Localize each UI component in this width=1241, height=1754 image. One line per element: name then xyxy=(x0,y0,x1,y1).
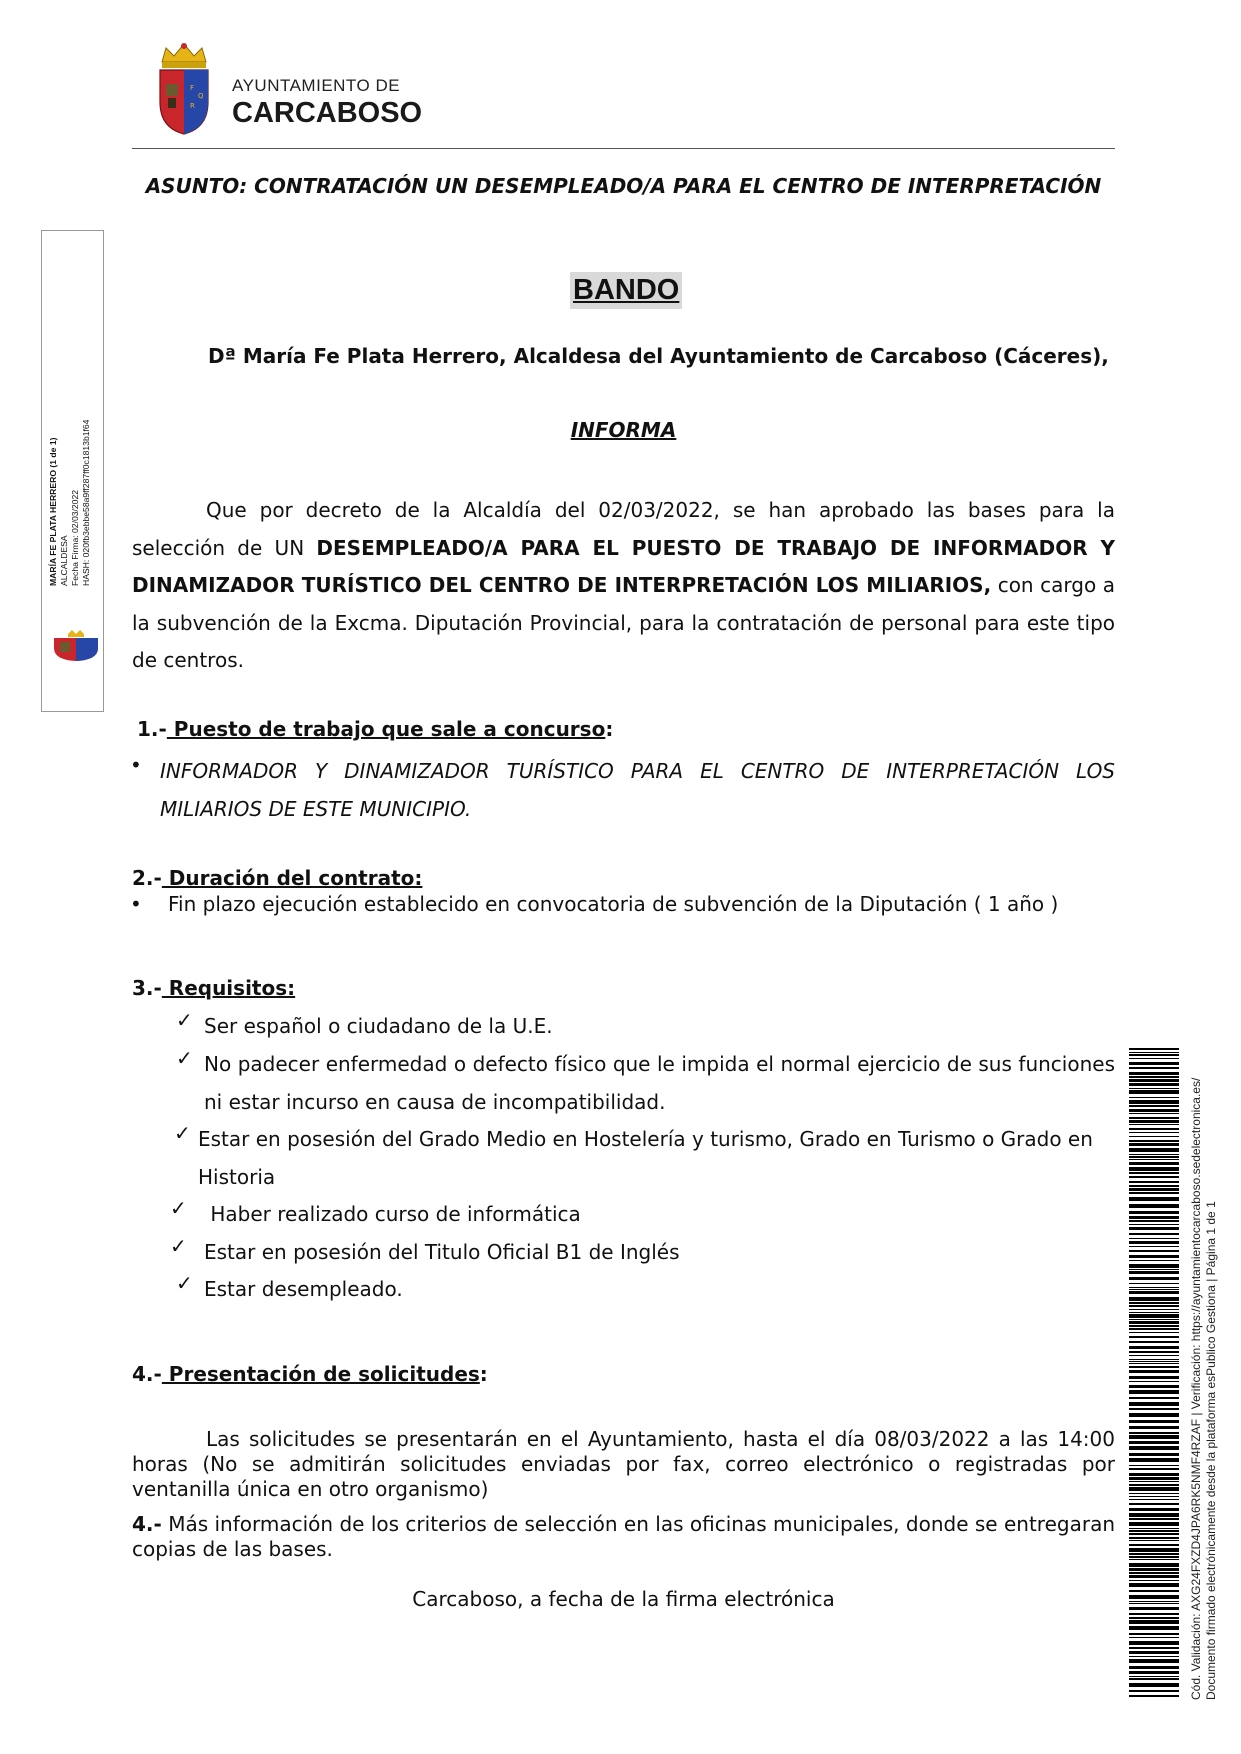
check-icon: ✓ xyxy=(176,1046,193,1070)
logo-line-2: CARCABOSO xyxy=(232,97,423,129)
barcode-bar xyxy=(1129,1269,1179,1270)
barcode-bar xyxy=(1129,1140,1179,1142)
barcode-bar xyxy=(1129,1351,1179,1353)
barcode-bar xyxy=(1129,1381,1179,1382)
barcode-bar xyxy=(1129,1132,1179,1133)
barcode-bar xyxy=(1129,1563,1179,1567)
barcode-bar xyxy=(1129,1154,1179,1155)
signature-role: ALCALDESA xyxy=(59,535,69,586)
barcode-bar xyxy=(1129,1076,1179,1078)
section-3-title xyxy=(132,976,295,1000)
barcode-bar xyxy=(1129,1156,1179,1158)
barcode-bar xyxy=(1129,1058,1179,1059)
barcode-bar xyxy=(1129,1305,1179,1307)
barcode-bar xyxy=(1129,1227,1179,1230)
requirement-1: Ser español o ciudadano de la U.E. xyxy=(204,1014,553,1038)
document-title: BANDO xyxy=(570,272,682,309)
barcode-bar xyxy=(1129,1620,1179,1624)
barcode-bar xyxy=(1129,1355,1179,1356)
barcode-bar xyxy=(1129,1583,1179,1587)
barcode-bar xyxy=(1129,1297,1179,1301)
requirement-6: Estar desempleado. xyxy=(204,1277,403,1301)
barcode-bar xyxy=(1129,1656,1179,1657)
barcode-bar xyxy=(1129,1651,1179,1654)
section-4-label: Presentación de solicitudes xyxy=(161,1362,480,1386)
barcode-bar xyxy=(1129,1508,1179,1511)
barcode-bar xyxy=(1129,1695,1179,1697)
barcode-bar xyxy=(1129,1162,1179,1165)
barcode-bar xyxy=(1129,1241,1179,1244)
barcode-bar xyxy=(1129,1548,1179,1552)
section-4-title xyxy=(132,1362,488,1386)
barcode-bar xyxy=(1129,1250,1179,1252)
coat-of-arms-icon xyxy=(156,40,212,136)
subject-heading: ASUNTO: CONTRATACIÓN UN DESEMPLEADO/A PARA EL CENTRO DE INTERPRETACIÓN xyxy=(145,174,1102,198)
section-3-label: Requisitos: xyxy=(161,976,296,1000)
section-4-text: Las solicitudes se presentarán en el Ayuntamiento, hasta el día 08/03/2022 a las 14:00 horas (No se admitirán solicitudes enviadas por fax, correo electrónico o registradas por ventanilla única en otro organismo) xyxy=(132,1427,1115,1501)
barcode-bar xyxy=(1129,1197,1179,1201)
barcode-bar xyxy=(1129,1413,1179,1417)
barcode-bar xyxy=(1129,1312,1179,1313)
main-paragraph xyxy=(132,492,1115,680)
barcode-bar xyxy=(1129,1067,1179,1069)
section-2-label: Duración del contrato: xyxy=(161,866,423,890)
barcode-bar xyxy=(1129,1220,1179,1222)
barcode-bar xyxy=(1129,1420,1179,1423)
section-3-number: 3.- xyxy=(132,976,162,1000)
signature-name: MARÍA FE PLATA HERRERO (1 de 1) xyxy=(48,437,58,586)
barcode-bar xyxy=(1129,1204,1179,1208)
barcode-bar xyxy=(1129,1678,1179,1680)
verification-line-1: Cód. Validación: AXG24FXZD4JPA6RK5NMF4RZAF | Verificación: https://ayuntamientocarcaboso.sedelectronica.es/ xyxy=(1189,1077,1203,1700)
barcode-bar xyxy=(1129,1083,1179,1086)
barcode-bar xyxy=(1129,1216,1179,1219)
barcode-bar xyxy=(1129,1271,1179,1274)
barcode-bar xyxy=(1129,1302,1179,1304)
svg-text:Q: Q xyxy=(198,92,204,100)
barcode-bar xyxy=(1129,1408,1179,1410)
barcode-bar xyxy=(1129,1477,1179,1480)
barcode-bar xyxy=(1129,1277,1179,1280)
barcode-bar xyxy=(1129,1522,1179,1526)
barcode-bar xyxy=(1129,1192,1179,1194)
barcode-bar xyxy=(1129,1385,1179,1388)
barcode-bar xyxy=(1129,1540,1179,1541)
barcode-bar xyxy=(1129,1088,1179,1089)
svg-text:R: R xyxy=(190,102,195,110)
barcode-bar xyxy=(1129,1493,1179,1494)
barcode-bar xyxy=(1129,1172,1179,1174)
barcode-bar xyxy=(1129,1314,1179,1318)
informa-heading: INFORMA xyxy=(570,418,677,442)
barcode-bar xyxy=(1129,1328,1179,1330)
barcode-bar xyxy=(1129,1321,1179,1324)
barcode-bar xyxy=(1129,1446,1179,1450)
requirement-2: No padecer enfermedad o defecto físico que le impida el normal ejercicio de sus funciones ni estar incurso en causa de incompatibilidad. xyxy=(204,1052,1115,1114)
barcode-bar xyxy=(1129,1626,1179,1630)
barcode-bar xyxy=(1129,1361,1179,1362)
barcode-bar xyxy=(1129,1332,1179,1333)
barcode-bar xyxy=(1129,1513,1179,1517)
barcode-bar xyxy=(1129,1530,1179,1532)
barcode-bar xyxy=(1129,1291,1179,1294)
barcode-bar xyxy=(1129,1671,1179,1674)
barcode-bar xyxy=(1129,1559,1179,1560)
barcode-bar xyxy=(1129,1117,1179,1119)
barcode-bar xyxy=(1129,1287,1179,1288)
barcode-bar xyxy=(1129,1633,1179,1635)
barcode-bar xyxy=(1129,1363,1179,1364)
barcode-bar xyxy=(1129,1097,1179,1098)
section-4-colon: : xyxy=(479,1362,488,1386)
barcode-bar xyxy=(1129,1441,1179,1444)
barcode-bar xyxy=(1129,1246,1179,1247)
barcode-bar xyxy=(1129,1544,1179,1546)
section-2-title xyxy=(132,866,422,890)
header-divider xyxy=(132,148,1115,149)
barcode-bar xyxy=(1129,1188,1179,1191)
intro-text: Dª María Fe Plata Herrero, Alcaldesa del Ayuntamiento de Carcaboso (Cáceres), xyxy=(208,344,1109,368)
barcode-bar xyxy=(1129,1289,1179,1290)
check-icon: ✓ xyxy=(176,1271,193,1295)
closing-line: Carcaboso, a fecha de la firma electrónica xyxy=(412,1587,835,1611)
check-icon: ✓ xyxy=(176,1008,193,1032)
barcode-bar xyxy=(1129,1503,1179,1505)
barcode-bar xyxy=(1129,1224,1179,1225)
barcode-bar xyxy=(1129,1376,1179,1379)
barcode-bar xyxy=(1129,1120,1179,1123)
signature-date: Fecha Firma: 02/03/2022 xyxy=(70,489,80,586)
barcode-bar xyxy=(1129,1435,1179,1439)
barcode-bar xyxy=(1129,1159,1179,1160)
check-icon: ✓ xyxy=(174,1121,191,1145)
barcode-bar xyxy=(1129,1617,1179,1619)
barcode-bar xyxy=(1129,1366,1179,1368)
barcode-bar xyxy=(1129,1496,1179,1497)
barcode-bar xyxy=(1129,1553,1179,1555)
barcode-bar xyxy=(1129,1690,1179,1692)
barcode-bar xyxy=(1129,1575,1179,1578)
section-2-number: 2.- xyxy=(132,866,162,890)
barcode-bar xyxy=(1129,1143,1179,1146)
barcode-bar xyxy=(1129,1109,1179,1112)
barcode-bar xyxy=(1129,1260,1179,1261)
barcode-bar xyxy=(1129,1136,1179,1137)
barcode-bar xyxy=(1129,1255,1179,1258)
barcode-bar xyxy=(1129,1100,1179,1104)
barcode-bar xyxy=(1129,1390,1179,1394)
barcode-bar xyxy=(1129,1580,1179,1581)
barcode-bar xyxy=(1129,1346,1179,1349)
barcode-bar xyxy=(1129,1264,1179,1268)
section-1-label: Puesto de trabajo que sale a concurso xyxy=(166,717,606,741)
barcode-bar xyxy=(1129,1048,1179,1050)
barcode-bar xyxy=(1129,1325,1179,1327)
barcode-bar xyxy=(1129,1238,1179,1239)
stamp-crest-icon xyxy=(50,630,102,662)
barcode-bar xyxy=(1129,1309,1179,1310)
barcode-bar xyxy=(1129,1484,1179,1486)
barcode-bar xyxy=(1129,1637,1179,1638)
barcode-bar xyxy=(1129,1647,1179,1649)
barcode-bar xyxy=(1129,1533,1179,1535)
barcode-bar xyxy=(1129,1185,1179,1187)
main-paragraph-part1: Que por decreto de la Alcaldía del 02/03/2022, se han aprobado las bases para la selección de UN xyxy=(132,498,1115,560)
barcode-bar xyxy=(1129,1341,1179,1343)
section-1-title xyxy=(137,717,613,741)
barcode-bar xyxy=(1129,1124,1179,1125)
section-4b-body: Más información de los criterios de selección en las oficinas municipales, donde se entregaran copias de las bases. xyxy=(132,1512,1115,1561)
barcode-bar xyxy=(1129,1283,1179,1284)
barcode-bar xyxy=(1129,1336,1179,1338)
barcode-bar xyxy=(1129,1556,1179,1558)
barcode-bar xyxy=(1129,1568,1179,1571)
barcode-bar xyxy=(1129,1676,1179,1677)
barcode-bar xyxy=(1129,1426,1179,1429)
barcode-bar xyxy=(1129,1487,1179,1491)
barcode-bar xyxy=(1129,1473,1179,1476)
barcode-bar xyxy=(1129,1518,1179,1520)
barcode-bar xyxy=(1129,1079,1179,1082)
section-1-number: 1.- xyxy=(137,717,167,741)
barcode-bar xyxy=(1129,1432,1179,1434)
requirement-3: Estar en posesión del Grado Medio en Hostelería y turismo, Grado en Turismo o Grado en Historia xyxy=(198,1127,1093,1189)
barcode-bar xyxy=(1129,1453,1179,1456)
barcode-bar xyxy=(1129,1167,1179,1171)
barcode-bar xyxy=(1129,1090,1179,1094)
barcode-bar xyxy=(1129,1481,1179,1482)
barcode-bar xyxy=(1129,1072,1179,1075)
section-4b-text xyxy=(132,1512,1115,1562)
barcode-bar xyxy=(1129,1052,1179,1053)
barcode-bar xyxy=(1129,1572,1179,1574)
barcode-bar xyxy=(1129,1113,1179,1114)
barcode-bar xyxy=(1129,1397,1179,1399)
barcode-bar xyxy=(1129,1176,1179,1178)
barcode-bar xyxy=(1129,1601,1179,1602)
barcode-bar xyxy=(1129,1148,1179,1152)
section-1-item: INFORMADOR Y DINAMIZADOR TURÍSTICO PARA EL CENTRO DE INTERPRETACIÓN LOS MILIARIOS DE ESTE MUNICIPIO. xyxy=(160,759,1115,821)
barcode-bar xyxy=(1129,1054,1179,1056)
barcode-bar xyxy=(1129,1603,1179,1604)
check-icon: ✓ xyxy=(170,1196,187,1220)
barcode-bar xyxy=(1129,1537,1179,1539)
barcode-bar xyxy=(1129,1233,1179,1235)
barcode-bar xyxy=(1129,1465,1179,1466)
verification-line-2: Documento firmado electrónicamente desde la plataforma esPublico Gestiona | Página 1 de 1 xyxy=(1204,1201,1218,1700)
validation-barcode xyxy=(1129,1048,1179,1698)
barcode-bar xyxy=(1129,1666,1179,1669)
check-icon: ✓ xyxy=(170,1234,187,1258)
barcode-bar xyxy=(1129,1607,1179,1610)
section-4b-number: 4.- xyxy=(132,1512,162,1536)
barcode-bar xyxy=(1129,1659,1179,1663)
barcode-bar xyxy=(1129,1595,1179,1599)
requirement-5: Estar en posesión del Titulo Oficial B1 de Inglés xyxy=(204,1240,680,1264)
barcode-bar xyxy=(1129,1128,1179,1130)
main-paragraph-bold: DESEMPLEADO/A PARA EL PUESTO DE TRABAJO DE INFORMADOR Y DINAMIZADOR TURÍSTICO DEL CENTRO DE INTERPRETACIÓN LOS MILIARIOS, xyxy=(132,535,1116,597)
barcode-bar xyxy=(1129,1613,1179,1615)
svg-text:F: F xyxy=(190,84,195,92)
barcode-bar xyxy=(1129,1359,1179,1360)
logo-line-1: AYUNTAMIENTO DE xyxy=(232,76,401,95)
barcode-bar xyxy=(1129,1499,1179,1500)
barcode-bar xyxy=(1129,1211,1179,1214)
barcode-bar xyxy=(1129,1683,1179,1687)
barcode-bar xyxy=(1129,1528,1179,1529)
barcode-bar xyxy=(1129,1062,1179,1065)
barcode-bar xyxy=(1129,1402,1179,1406)
barcode-bar xyxy=(1129,1468,1179,1470)
signature-hash: HASH: 020fb3ebbe58a9ff287ff0c1813b1f64 xyxy=(81,419,91,586)
main-paragraph-part2: con cargo a la subvención de la Excma. Diputación Provincial, para la contratación de personal para este tipo de centros. xyxy=(132,573,1115,672)
barcode-bar xyxy=(1129,1105,1179,1107)
section-2-item: Fin plazo ejecución establecido en convocatoria de subvención de la Diputación ( 1 año ) xyxy=(168,892,1059,916)
barcode-bar xyxy=(1129,1370,1179,1373)
bullet-icon: • xyxy=(130,892,142,916)
bullet-icon: • xyxy=(130,753,142,777)
barcode-bar xyxy=(1129,1458,1179,1462)
barcode-bar xyxy=(1129,1181,1179,1183)
municipal-logo xyxy=(132,32,423,144)
barcode-bar xyxy=(1129,1590,1179,1592)
section-4-number: 4.- xyxy=(132,1362,162,1386)
section-1-colon: : xyxy=(605,717,614,741)
requirement-4: Haber realizado curso de informática xyxy=(204,1202,581,1226)
barcode-bar xyxy=(1129,1641,1179,1645)
barcode-bar xyxy=(1129,1319,1179,1320)
